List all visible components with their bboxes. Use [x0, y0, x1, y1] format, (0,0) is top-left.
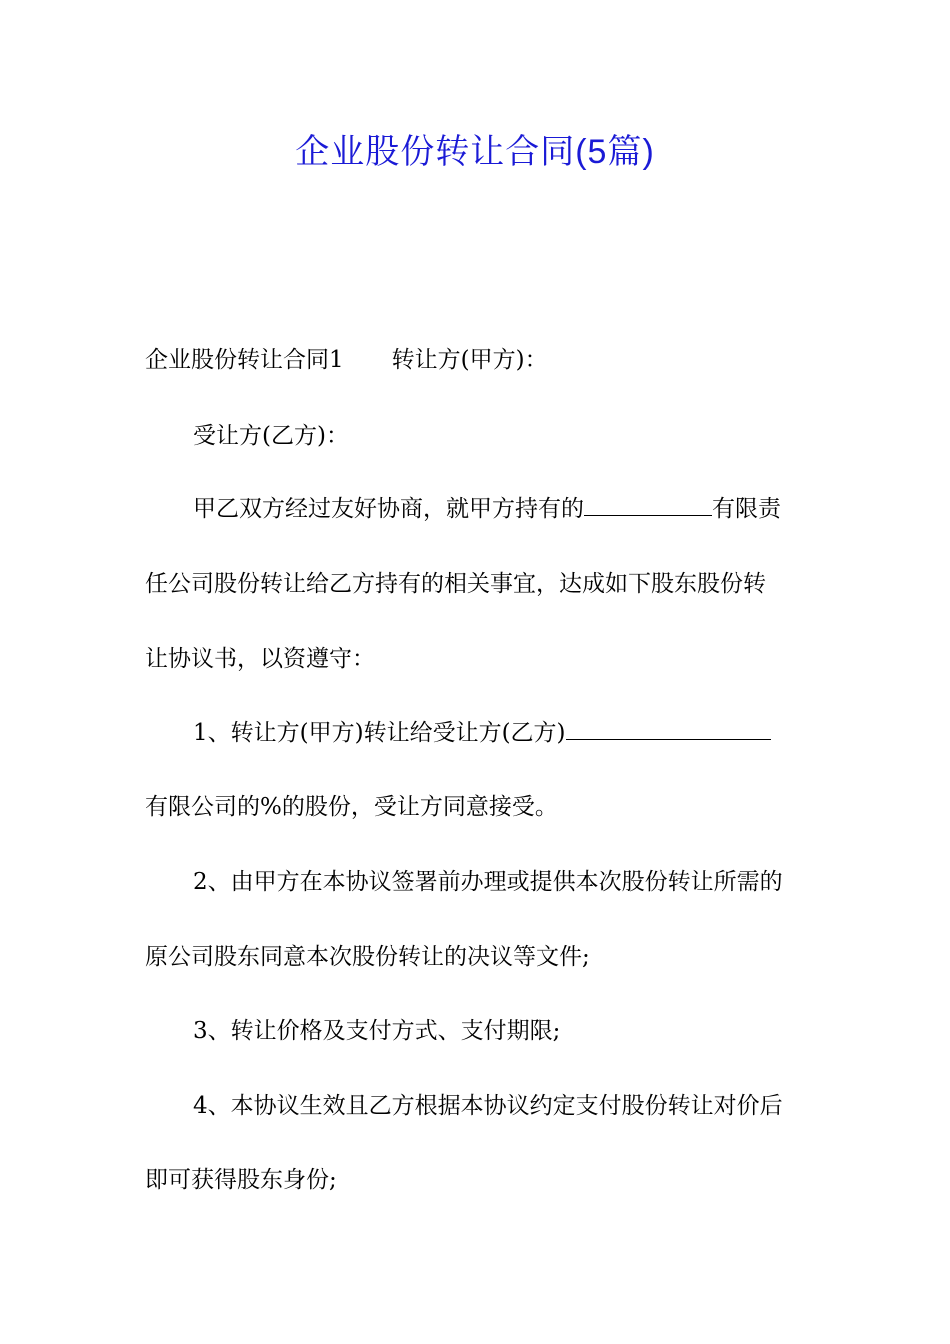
item-1-line-2: 有限公司的%的股份，受让方同意接受。 — [145, 794, 558, 820]
item-2-line-1: 2、由甲方在本协议签署前办理或提供本次股份转让所需的 — [193, 869, 783, 895]
paragraph-1-line-2: 任公司股份转让给乙方持有的相关事宜，达成如下股东股份转 — [145, 571, 766, 597]
transferor-label: 转让方(甲方)： — [391, 347, 548, 373]
paragraph-1-line-1 — [193, 489, 810, 529]
document-title: 企业股份转让合同(5篇) — [295, 133, 655, 171]
transferee-line: 受让方(乙方)： — [193, 423, 349, 449]
item-2-line-2: 原公司股东同意本次股份转让的决议等文件; — [145, 944, 590, 970]
item-4-line-2: 即可获得股东身份; — [145, 1167, 337, 1193]
transferee-company-blank — [566, 713, 771, 740]
company-name-blank — [584, 489, 712, 516]
item-3-line-1: 3、转让价格及支付方式、支付期限; — [193, 1018, 561, 1044]
item-4-line-1: 4、本协议生效且乙方根据本协议约定支付股份转让对价后 — [193, 1093, 783, 1119]
paragraph-1-text-b: 有限责 — [712, 496, 781, 522]
paragraph-1-text-a: 甲乙双方经过友好协商，就甲方持有的 — [193, 496, 584, 522]
item-1-text: 1、转让方(甲方)转让给受让方(乙方) — [193, 720, 566, 746]
item-1-line-1 — [193, 713, 810, 753]
heading-line — [145, 340, 810, 380]
paragraph-1-line-3: 让协议书，以资遵守： — [145, 646, 375, 672]
contract-heading: 企业股份转让合同1 — [145, 347, 344, 373]
